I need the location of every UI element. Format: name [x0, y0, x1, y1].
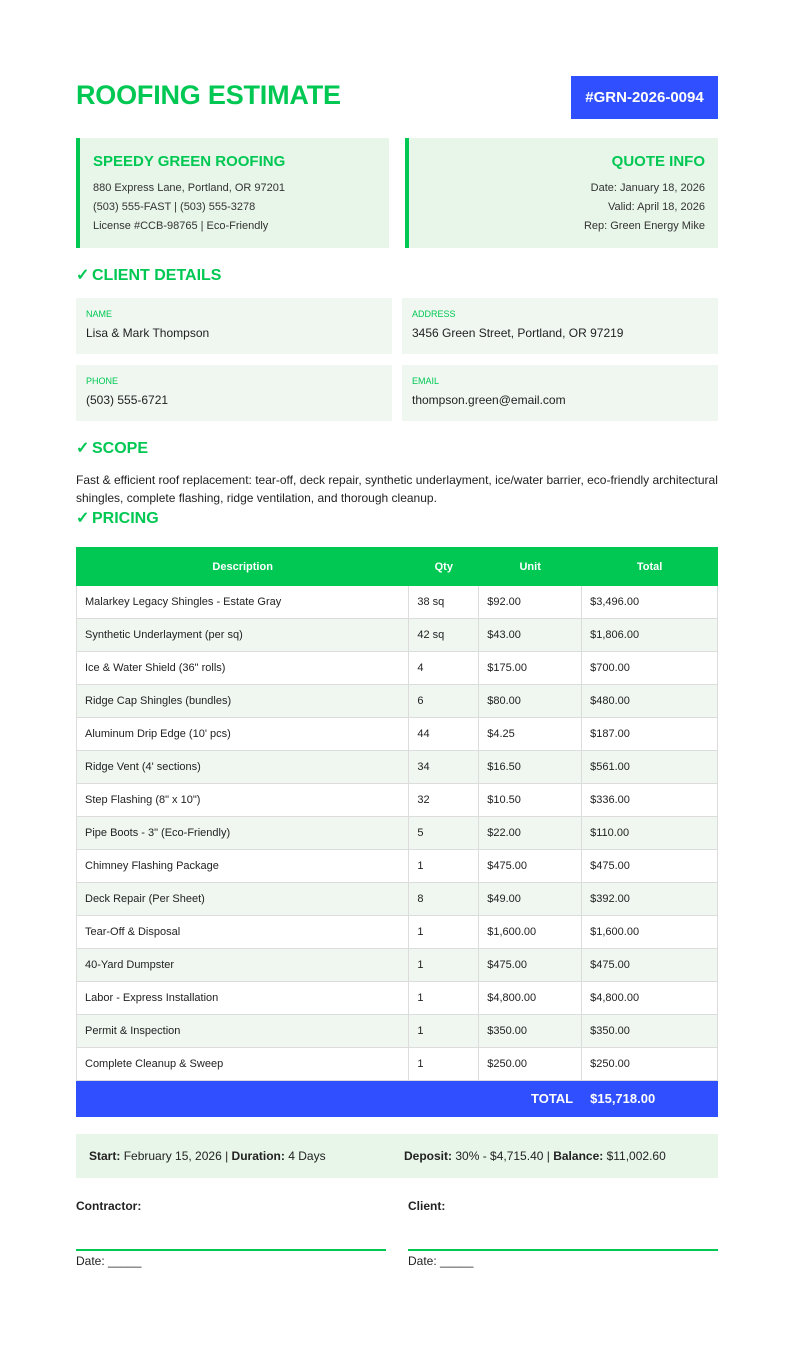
- row-unit: $4,800.00: [479, 982, 582, 1015]
- row-unit: $92.00: [479, 586, 582, 619]
- table-row: [77, 586, 718, 619]
- client-email-value: thompson.green@email.com: [412, 393, 566, 407]
- table-row: [77, 916, 718, 949]
- client-address-label: ADDRESS: [412, 309, 456, 319]
- client-email-label: EMAIL: [412, 376, 440, 386]
- row-description: Permit & Inspection: [77, 1015, 409, 1048]
- table-row: [77, 949, 718, 982]
- column-header-total: Total: [582, 548, 718, 586]
- row-description: Pipe Boots - 3" (Eco-Friendly): [77, 817, 409, 850]
- row-description: Synthetic Underlayment (per sq): [77, 619, 409, 652]
- payment-terms: [404, 1149, 666, 1163]
- row-description: Tear-Off & Disposal: [77, 916, 409, 949]
- balance-label: Balance:: [553, 1149, 604, 1163]
- client-signature-line[interactable]: [408, 1249, 718, 1251]
- column-header-qty: Qty: [409, 548, 479, 586]
- row-description: Step Flashing (8" x 10"): [77, 784, 409, 817]
- row-description: Malarkey Legacy Shingles - Estate Gray: [77, 586, 409, 619]
- company-address: 880 Express Lane, Portland, OR 97201: [93, 182, 286, 194]
- table-row: [77, 1048, 718, 1081]
- row-total: $480.00: [582, 685, 718, 718]
- table-row: [77, 751, 718, 784]
- client-phone-field: [76, 365, 392, 421]
- row-total: $475.00: [582, 850, 718, 883]
- deposit-value: 30% - $4,715.40 |: [455, 1149, 550, 1163]
- quote-rep: Rep: Green Energy Mike: [583, 220, 705, 232]
- table-row: [77, 982, 718, 1015]
- row-unit: $22.00: [479, 817, 582, 850]
- column-header-unit: Unit: [479, 548, 582, 586]
- row-description: Ice & Water Shield (36" rolls): [77, 652, 409, 685]
- row-qty: 42 sq: [409, 619, 479, 652]
- client-name-field: [76, 298, 392, 354]
- table-row: [77, 718, 718, 751]
- company-phones: (503) 555-FAST | (503) 555-3278: [93, 201, 256, 213]
- pricing-body: [77, 586, 718, 1081]
- row-total: $3,496.00: [582, 586, 718, 619]
- quote-number-badge: #GRN-2026-0094: [571, 76, 718, 119]
- row-total: $700.00: [582, 652, 718, 685]
- total-row: [77, 1081, 718, 1117]
- row-unit: $43.00: [479, 619, 582, 652]
- checkmark-icon: ✓: [76, 440, 90, 457]
- row-qty: 1: [409, 1015, 479, 1048]
- contractor-signature-line[interactable]: [76, 1249, 386, 1251]
- row-description: Chimney Flashing Package: [77, 850, 409, 883]
- client-address-field: [402, 298, 718, 354]
- row-unit: $4.25: [479, 718, 582, 751]
- client-phone-value: (503) 555-6721: [86, 393, 169, 407]
- total-value: $15,718.00: [582, 1081, 718, 1117]
- table-row: [77, 850, 718, 883]
- contractor-signature: [76, 1199, 386, 1268]
- checkmark-icon: ✓: [76, 267, 90, 284]
- pricing-table: [76, 547, 718, 1117]
- row-unit: $475.00: [479, 949, 582, 982]
- client-details-heading-text: CLIENT DETAILS: [92, 267, 222, 284]
- table-row: [77, 817, 718, 850]
- column-header-description: Description: [77, 548, 409, 586]
- table-row: [77, 883, 718, 916]
- scope-heading: [76, 438, 148, 458]
- duration-value: 4 Days: [288, 1149, 326, 1163]
- row-unit: $16.50: [479, 751, 582, 784]
- row-description: Ridge Cap Shingles (bundles): [77, 685, 409, 718]
- balance-value: $11,002.60: [606, 1149, 666, 1163]
- info-row: [76, 138, 718, 248]
- row-unit: $80.00: [479, 685, 582, 718]
- row-qty: 1: [409, 916, 479, 949]
- row-unit: $475.00: [479, 850, 582, 883]
- row-total: $1,600.00: [582, 916, 718, 949]
- row-total: $475.00: [582, 949, 718, 982]
- quote-info-heading: QUOTE INFO: [611, 153, 705, 170]
- row-qty: 1: [409, 982, 479, 1015]
- start-label: Start:: [89, 1149, 121, 1163]
- quote-valid: Valid: April 18, 2026: [607, 201, 705, 213]
- checkmark-icon: ✓: [76, 510, 90, 527]
- client-address-value: 3456 Green Street, Portland, OR 97219: [412, 326, 624, 340]
- pricing-heading: [76, 508, 159, 528]
- quote-info-box: [405, 138, 718, 248]
- row-qty: 4: [409, 652, 479, 685]
- row-qty: 1: [409, 949, 479, 982]
- company-info-box: [76, 138, 389, 248]
- table-row: [77, 652, 718, 685]
- row-unit: $175.00: [479, 652, 582, 685]
- row-qty: 44: [409, 718, 479, 751]
- client-signature: [408, 1199, 718, 1268]
- row-qty: 1: [409, 850, 479, 883]
- row-total: $561.00: [582, 751, 718, 784]
- row-unit: $49.00: [479, 883, 582, 916]
- row-description: Deck Repair (Per Sheet): [77, 883, 409, 916]
- client-date: Date: _____: [408, 1254, 474, 1268]
- row-qty: 6: [409, 685, 479, 718]
- row-qty: 38 sq: [409, 586, 479, 619]
- row-description: Aluminum Drip Edge (10' pcs): [77, 718, 409, 751]
- table-row: [77, 685, 718, 718]
- start-value: February 15, 2026 |: [123, 1149, 229, 1163]
- table-row: [77, 784, 718, 817]
- estimate-header: [76, 76, 718, 119]
- row-qty: 5: [409, 817, 479, 850]
- deposit-label: Deposit:: [404, 1149, 452, 1163]
- contractor-label: Contractor:: [76, 1199, 142, 1213]
- row-qty: 34: [409, 751, 479, 784]
- row-description: Labor - Express Installation: [77, 982, 409, 1015]
- company-license: License #CCB-98765 | Eco-Friendly: [93, 220, 269, 232]
- pricing-heading-text: PRICING: [92, 510, 159, 527]
- row-qty: 32: [409, 784, 479, 817]
- row-total: $392.00: [582, 883, 718, 916]
- row-total: $187.00: [582, 718, 718, 751]
- scope-description: Fast & efficient roof replacement: tear-off, deck repair, synthetic underlayment, ice/water barrier, eco-friendly architectural shingles, complete flashing, ridge ventilation, and thorough cleanup.: [76, 473, 718, 505]
- project-terms: [76, 1134, 718, 1178]
- client-name-label: NAME: [86, 309, 113, 319]
- row-total: $110.00: [582, 817, 718, 850]
- quote-date: Date: January 18, 2026: [590, 182, 705, 194]
- pricing-header-row: [77, 548, 718, 586]
- row-description: Complete Cleanup & Sweep: [77, 1048, 409, 1081]
- client-label: Client:: [408, 1199, 446, 1213]
- row-total: $336.00: [582, 784, 718, 817]
- company-name: SPEEDY GREEN ROOFING: [93, 153, 286, 170]
- row-unit: $1,600.00: [479, 916, 582, 949]
- contractor-date: Date: _____: [76, 1254, 142, 1268]
- row-total: $350.00: [582, 1015, 718, 1048]
- table-row: [77, 1015, 718, 1048]
- row-unit: $10.50: [479, 784, 582, 817]
- row-unit: $250.00: [479, 1048, 582, 1081]
- duration-label: Duration:: [231, 1149, 285, 1163]
- row-description: 40-Yard Dumpster: [77, 949, 409, 982]
- row-total: $4,800.00: [582, 982, 718, 1015]
- row-unit: $350.00: [479, 1015, 582, 1048]
- row-qty: 8: [409, 883, 479, 916]
- client-name-value: Lisa & Mark Thompson: [86, 326, 210, 340]
- page-title: ROOFING ESTIMATE: [76, 80, 341, 110]
- row-total: $250.00: [582, 1048, 718, 1081]
- row-qty: 1: [409, 1048, 479, 1081]
- client-phone-label: PHONE: [86, 376, 119, 386]
- total-label: TOTAL: [77, 1081, 582, 1117]
- schedule-terms: [89, 1149, 326, 1163]
- scope-heading-text: SCOPE: [92, 440, 149, 457]
- table-row: [77, 619, 718, 652]
- client-email-field: [402, 365, 718, 421]
- client-details-heading: [76, 265, 221, 285]
- row-description: Ridge Vent (4' sections): [77, 751, 409, 784]
- row-total: $1,806.00: [582, 619, 718, 652]
